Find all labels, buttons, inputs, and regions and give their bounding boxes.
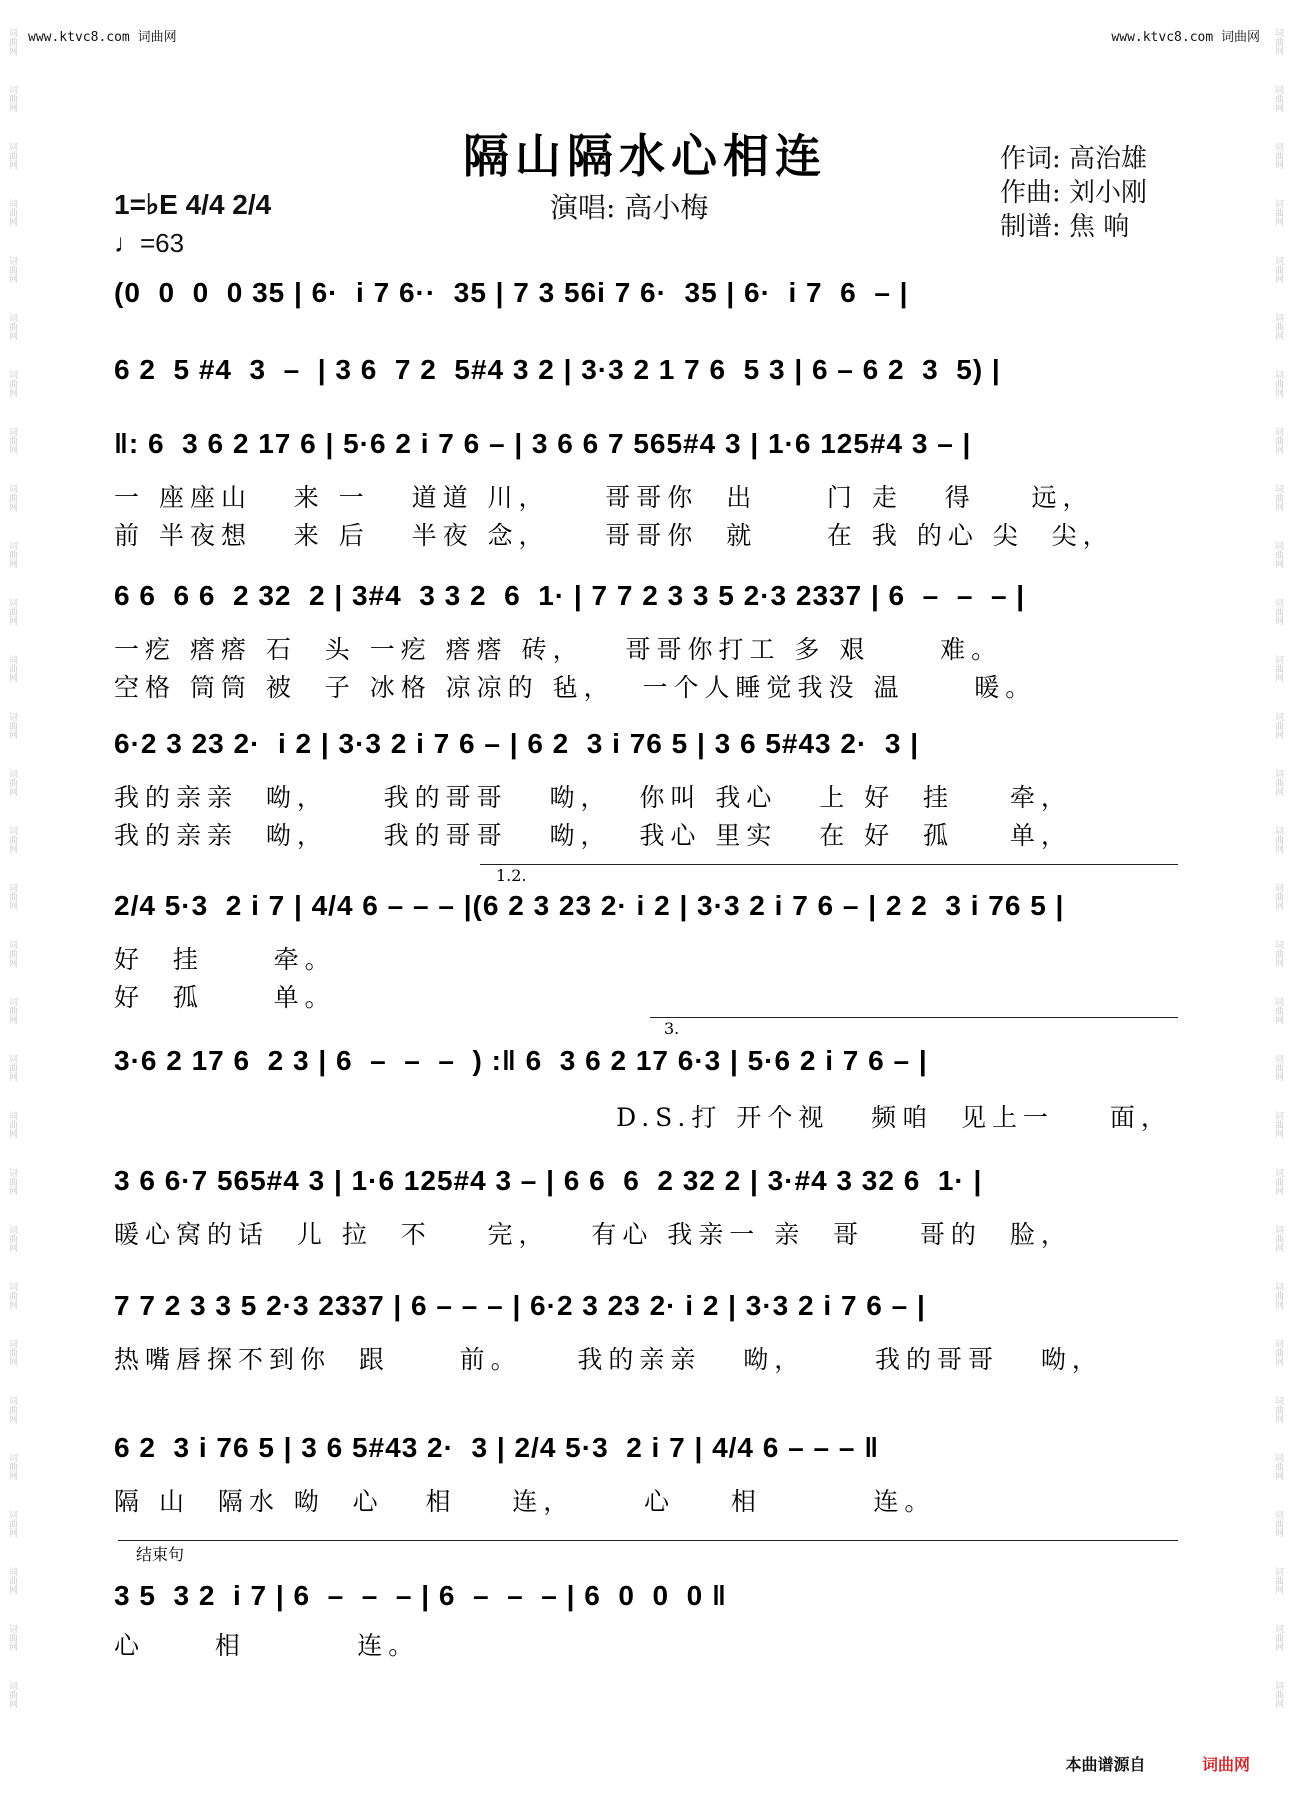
notation-line: (0 0 0 0 35 | 6· i 7 6·· 35 | 7 3 56i 7 6· 35 | 6· i 7 6 – |	[114, 277, 909, 308]
volta-label: 3.	[664, 1019, 680, 1038]
footer-brand-link[interactable]: 词曲网	[1201, 1757, 1250, 1774]
watermark-mark: 词曲网	[7, 1681, 17, 1708]
notation-line: 6 2 5 #4 3 – | 3 6 7 2 5#4 3 2 | 3·3 2 1 7 6 5 3 | 6 – 6 2 3 5) |	[114, 354, 1001, 385]
volta-bracket	[480, 864, 1178, 865]
watermark-mark: 词曲网	[7, 199, 17, 226]
watermark-mark: 词曲网	[7, 940, 17, 967]
watermark-mark: 词曲网	[7, 712, 17, 739]
watermark-mark: 词曲网	[1273, 1339, 1283, 1366]
notation-line: 2/4 5·3 2 i 7 | 4/4 6 – – – |(6 2 3 23 2· i 2 | 3·3 2 i 7 6 – | 2 2 3 i 76 5 |	[114, 890, 1065, 921]
footer-source	[1066, 1752, 1250, 1775]
notation-line: 6·2 3 23 2· i 2 | 3·3 2 i 7 6 – | 6 2 3 i 76 5 | 3 6 5#43 2· 3 |	[114, 728, 920, 759]
watermark-mark: 词曲网	[1273, 1396, 1283, 1423]
notation-line: 3 6 6·7 565#4 3 | 1·6 125#4 3 – | 6 6 6 2 32 2 | 3·#4 3 32 6 1· |	[114, 1165, 983, 1196]
watermark-mark: 词曲网	[7, 1339, 17, 1366]
side-watermark-right	[1266, 0, 1290, 1804]
watermark-mark: 词曲网	[1273, 1225, 1283, 1252]
watermark-mark: 词曲网	[1273, 1681, 1283, 1708]
watermark-mark: 词曲网	[7, 313, 17, 340]
watermark-mark: 词曲网	[1273, 1453, 1283, 1480]
watermark-mark: 词曲网	[1273, 1567, 1283, 1594]
watermark-mark: 词曲网	[1273, 598, 1283, 625]
watermark-mark: 词曲网	[1273, 883, 1283, 910]
watermark-mark: 词曲网	[7, 883, 17, 910]
tempo-marking: ♩=63	[114, 228, 185, 258]
watermark-mark: 词曲网	[1273, 484, 1283, 511]
watermark-mark: 词曲网	[7, 997, 17, 1024]
watermark-mark: 词曲网	[7, 541, 17, 568]
lyric-line: 一疙 瘩瘩 石 头 一疙 瘩瘩 砖， 哥哥你打工 多 艰 难。	[114, 635, 1003, 664]
lyric-line: 热嘴唇探不到你 跟 前。 我的亲亲 呦， 我的哥哥 呦，	[114, 1345, 1103, 1374]
watermark-mark: 词曲网	[1273, 541, 1283, 568]
lyric-line: 空格 筒筒 被 子 冰格 凉凉的 毡， 一个人睡觉我没 温 暖。	[114, 673, 1037, 702]
watermark-mark: 词曲网	[1273, 370, 1283, 397]
volta-label: 结束句	[136, 1545, 185, 1564]
site-url-right[interactable]: www.ktvc8.com 词曲网	[1111, 30, 1260, 45]
volta-bracket	[118, 1540, 1178, 1541]
notation-line: 6 2 3 i 76 5 | 3 6 5#43 2· 3 | 2/4 5·3 2 i 7 | 4/4 6 – – – ‖	[114, 1432, 880, 1463]
composer-credit: 作曲: 刘小刚	[1000, 178, 1148, 208]
singer-credit: 演唱: 高小梅	[550, 191, 709, 224]
notation-line: 6 6 6 6 2 32 2 | 3#4 3 3 2 6 1· | 7 7 2 3 3 5 2·3 2337 | 6 – – – |	[114, 580, 1026, 611]
lyric-line: 暖心窝的话 儿 拉 不 完， 有心 我亲一 亲 哥 哥的 脸，	[114, 1220, 1072, 1249]
notation-line: 7 7 2 3 3 5 2·3 2337 | 6 – – – | 6·2 3 23 2· i 2 | 3·3 2 i 7 6 – |	[114, 1290, 926, 1321]
watermark-mark: 词曲网	[7, 370, 17, 397]
watermark-mark: 词曲网	[7, 1225, 17, 1252]
watermark-mark: 词曲网	[7, 1282, 17, 1309]
watermark-mark: 词曲网	[7, 427, 17, 454]
watermark-mark: 词曲网	[1273, 1168, 1283, 1195]
watermark-mark: 词曲网	[7, 769, 17, 796]
watermark-mark: 词曲网	[7, 1453, 17, 1480]
watermark-mark: 词曲网	[1273, 28, 1283, 55]
song-title: 隔山隔水心相连	[463, 129, 827, 183]
lyric-line: 隔 山 隔水 呦 心 相 连， 心 相 连。	[114, 1487, 936, 1516]
notation-line: 3·6 2 17 6 2 3 | 6 – – – ) :‖ 6 3 6 2 17 6·3 | 5·6 2 i 7 6 – |	[114, 1045, 928, 1076]
lyric-line: 好 挂 牵。	[114, 945, 336, 974]
watermark-mark: 词曲网	[7, 85, 17, 112]
watermark-mark: 词曲网	[7, 142, 17, 169]
watermark-mark: 词曲网	[7, 1624, 17, 1651]
watermark-mark: 词曲网	[7, 1054, 17, 1081]
watermark-mark: 词曲网	[1273, 313, 1283, 340]
watermark-mark: 词曲网	[1273, 142, 1283, 169]
notation-credit: 制谱: 焦 响	[1000, 212, 1130, 242]
volta-label: 1.2.	[496, 866, 527, 885]
watermark-mark: 词曲网	[1273, 940, 1283, 967]
watermark-mark: 词曲网	[7, 598, 17, 625]
watermark-mark: 词曲网	[7, 826, 17, 853]
watermark-mark: 词曲网	[7, 1396, 17, 1423]
watermark-mark: 词曲网	[7, 655, 17, 682]
side-watermark-left	[0, 0, 24, 1804]
watermark-mark: 词曲网	[1273, 1510, 1283, 1537]
watermark-mark: 词曲网	[1273, 1054, 1283, 1081]
lyric-line: 好 孤 单。	[114, 983, 336, 1012]
key-signature: 1=♭E 4/4 2/4	[114, 189, 272, 220]
lyric-line: 我的亲亲 呦， 我的哥哥 呦， 我心 里实 在 好 孤 单，	[114, 821, 1072, 850]
watermark-mark: 词曲网	[7, 1567, 17, 1594]
watermark-mark: 词曲网	[7, 28, 17, 55]
footer-text: 本曲谱源自	[1065, 1757, 1146, 1774]
watermark-mark: 词曲网	[1273, 1111, 1283, 1138]
watermark-mark: 词曲网	[1273, 427, 1283, 454]
watermark-mark: 词曲网	[7, 484, 17, 511]
watermark-mark: 词曲网	[7, 1168, 17, 1195]
notation-line: ‖: 6 3 6 2 17 6 | 5·6 2 i 7 6 – | 3 6 6 7 565#4 3 | 1·6 125#4 3 – |	[114, 428, 972, 459]
watermark-mark: 词曲网	[1273, 1282, 1283, 1309]
watermark-mark: 词曲网	[1273, 769, 1283, 796]
watermark-mark: 词曲网	[7, 256, 17, 283]
notation-line: 3 5 3 2 i 7 | 6 – – – | 6 – – – | 6 0 0 0 ‖	[114, 1580, 727, 1611]
watermark-mark: 词曲网	[1273, 712, 1283, 739]
watermark-mark: 词曲网	[1273, 997, 1283, 1024]
watermark-mark: 词曲网	[1273, 655, 1283, 682]
watermark-mark: 词曲网	[1273, 256, 1283, 283]
lyricist-credit: 作词: 高治雄	[1000, 144, 1148, 174]
lyric-line: 我的亲亲 呦， 我的哥哥 呦， 你叫 我心 上 好 挂 牵，	[114, 783, 1072, 812]
lyric-line: 心 相 连。	[114, 1631, 420, 1660]
watermark-mark: 词曲网	[1273, 85, 1283, 112]
site-url-left[interactable]: www.ktvc8.com 词曲网	[28, 30, 177, 45]
volta-bracket	[650, 1017, 1178, 1018]
credits-block	[1000, 142, 1147, 244]
watermark-mark: 词曲网	[1273, 826, 1283, 853]
watermark-mark: 词曲网	[7, 1111, 17, 1138]
watermark-mark: 词曲网	[1273, 1624, 1283, 1651]
lyric-line: 一 座座山 来 一 道道 川， 哥哥你 出 门 走 得 远，	[114, 483, 1094, 512]
watermark-mark: 词曲网	[7, 1510, 17, 1537]
lyric-line: 前 半夜想 来 后 半夜 念， 哥哥你 就 在 我 的心 尖 尖，	[114, 521, 1114, 550]
watermark-mark: 词曲网	[1273, 199, 1283, 226]
lyric-line: D.S.打 开个视 频咱 见上一 面，	[114, 1103, 1172, 1132]
